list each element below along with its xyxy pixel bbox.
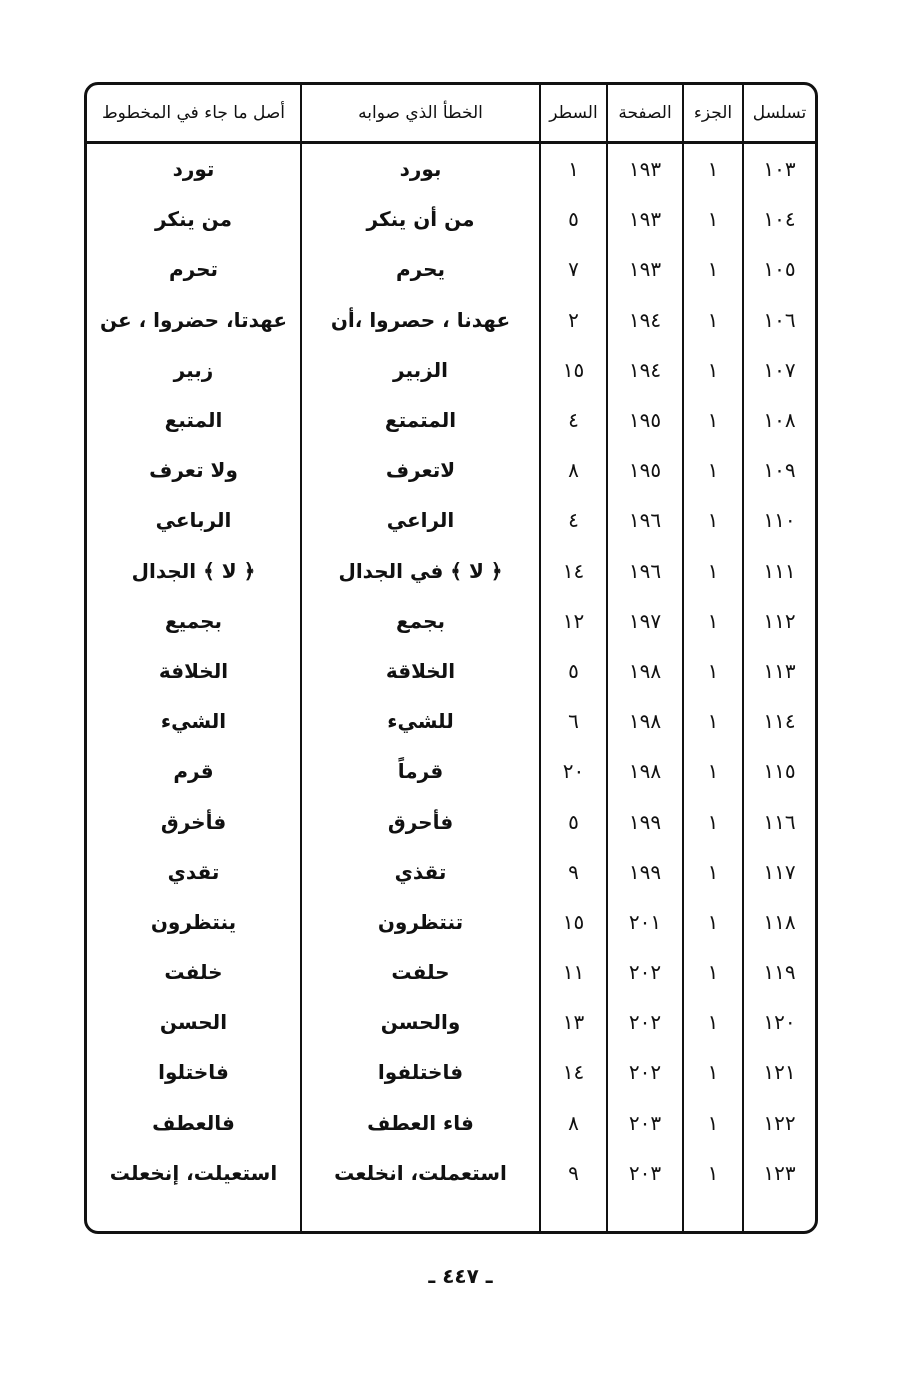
cell-serial: ١٢٣ bbox=[743, 1148, 815, 1198]
table-row bbox=[87, 997, 815, 1047]
cell-page: ١٩٨ bbox=[607, 746, 683, 796]
cell-page: ١٩٩ bbox=[607, 796, 683, 846]
header-serial: تسلسل bbox=[743, 85, 815, 143]
cell-part: ١ bbox=[683, 897, 743, 947]
table-row bbox=[87, 1148, 815, 1198]
table-header bbox=[87, 85, 815, 143]
cell-original: زبير bbox=[173, 357, 214, 382]
cell-line: ١٢ bbox=[540, 596, 607, 646]
cell-original: بجميع bbox=[164, 608, 223, 633]
cell-line: ٢ bbox=[540, 295, 607, 345]
cell-page: ١٩٩ bbox=[607, 847, 683, 897]
cell-wrong: بورد bbox=[301, 143, 540, 195]
table-row bbox=[87, 847, 815, 897]
spacer-cell bbox=[87, 1198, 301, 1234]
cell-original: عهدتا، حضروا ، عن bbox=[99, 307, 288, 332]
header-original: أصل ما جاء في المخطوط bbox=[87, 85, 301, 143]
cell-original: تورد bbox=[172, 157, 215, 182]
table-row bbox=[87, 445, 815, 495]
spacer-cell bbox=[607, 1198, 683, 1234]
cell-original: قرم bbox=[173, 759, 214, 784]
cell-line: ٥ bbox=[540, 796, 607, 846]
cell-line: ٤ bbox=[540, 495, 607, 545]
cell-page: ١٩٥ bbox=[607, 395, 683, 445]
table-spacer-row bbox=[87, 1198, 815, 1234]
spacer-cell bbox=[301, 1198, 540, 1234]
cell-page: ١٩٧ bbox=[607, 596, 683, 646]
cell-wrong: تقذي bbox=[301, 847, 540, 897]
cell-part: ١ bbox=[683, 295, 743, 345]
table-row bbox=[87, 345, 815, 395]
cell-original: من ينكر bbox=[154, 207, 233, 232]
cell-wrong: الخلاقة bbox=[301, 646, 540, 696]
cell-page: ٢٠٢ bbox=[607, 947, 683, 997]
cell-serial: ١٠٩ bbox=[743, 445, 815, 495]
errata-table-frame bbox=[84, 82, 818, 1234]
cell-page: ١٩٨ bbox=[607, 646, 683, 696]
cell-page: ١٩٦ bbox=[607, 546, 683, 596]
cell-serial: ١١٩ bbox=[743, 947, 815, 997]
cell-page: ٢٠٣ bbox=[607, 1148, 683, 1198]
spacer-cell bbox=[540, 1198, 607, 1234]
cell-serial: ١٠٨ bbox=[743, 395, 815, 445]
cell-serial: ١١٢ bbox=[743, 596, 815, 646]
header-wrong: الخطأ الذي صوابه bbox=[301, 85, 540, 143]
cell-line: ٢٠ bbox=[540, 746, 607, 796]
table-row bbox=[87, 746, 815, 796]
cell-part: ١ bbox=[683, 445, 743, 495]
cell-wrong: الزبير bbox=[301, 345, 540, 395]
cell-page: ٢٠١ bbox=[607, 897, 683, 947]
cell-line: ١٣ bbox=[540, 997, 607, 1047]
cell-line: ٦ bbox=[540, 696, 607, 746]
page-number: ـ ٤٤٧ ـ bbox=[428, 1264, 493, 1288]
cell-page: ١٩٥ bbox=[607, 445, 683, 495]
cell-original: الشيء bbox=[160, 709, 227, 734]
cell-original: فالعطف bbox=[152, 1110, 235, 1135]
cell-original: ﴿ لا ﴾ الجدال bbox=[131, 558, 256, 583]
cell-wrong: والحسن bbox=[301, 997, 540, 1047]
cell-line: ١ bbox=[540, 143, 607, 195]
cell-original: تحرم bbox=[168, 257, 219, 282]
table-row bbox=[87, 897, 815, 947]
table-row bbox=[87, 947, 815, 997]
cell-wrong: ﴿ لا ﴾ في الجدال bbox=[301, 546, 540, 596]
cell-wrong: للشيء bbox=[301, 696, 540, 746]
cell-original: فأخرق bbox=[160, 809, 227, 834]
spacer-cell bbox=[743, 1198, 815, 1234]
cell-part: ١ bbox=[683, 1047, 743, 1097]
cell-serial: ١١٤ bbox=[743, 696, 815, 746]
cell-serial: ١٠٣ bbox=[743, 143, 815, 195]
cell-original: خلفت bbox=[164, 960, 223, 985]
cell-part: ١ bbox=[683, 646, 743, 696]
cell-part: ١ bbox=[683, 696, 743, 746]
cell-serial: ١١٣ bbox=[743, 646, 815, 696]
cell-page: ٢٠٢ bbox=[607, 997, 683, 1047]
cell-wrong: فاء العطف bbox=[301, 1098, 540, 1148]
cell-page: ٢٠٣ bbox=[607, 1098, 683, 1148]
cell-part: ١ bbox=[683, 997, 743, 1047]
cell-part: ١ bbox=[683, 143, 743, 195]
cell-original: الحسن bbox=[159, 1010, 228, 1035]
cell-wrong: حلفت bbox=[301, 947, 540, 997]
cell-serial: ١٠٧ bbox=[743, 345, 815, 395]
header-part: الجزء bbox=[683, 85, 743, 143]
cell-original: ينتظرون bbox=[150, 909, 237, 934]
table-row bbox=[87, 546, 815, 596]
header-line: السطر bbox=[540, 85, 607, 143]
cell-serial: ١٠٥ bbox=[743, 244, 815, 294]
cell-line: ٩ bbox=[540, 1148, 607, 1198]
cell-wrong: تنتظرون bbox=[301, 897, 540, 947]
table-row bbox=[87, 696, 815, 746]
cell-original: الرباعي bbox=[155, 508, 232, 533]
cell-wrong: عهدنا ، حصروا ،أن bbox=[301, 295, 540, 345]
cell-serial: ١١٥ bbox=[743, 746, 815, 796]
cell-part: ١ bbox=[683, 194, 743, 244]
table-row bbox=[87, 646, 815, 696]
cell-part: ١ bbox=[683, 947, 743, 997]
cell-page: ١٩٣ bbox=[607, 244, 683, 294]
cell-wrong: قرماً bbox=[301, 746, 540, 796]
cell-serial: ١١٠ bbox=[743, 495, 815, 545]
cell-serial: ١٠٤ bbox=[743, 194, 815, 244]
table-row bbox=[87, 596, 815, 646]
cell-line: ١١ bbox=[540, 947, 607, 997]
cell-original: استعيلت، إنخعلت bbox=[109, 1160, 278, 1185]
cell-wrong: الراعي bbox=[301, 495, 540, 545]
cell-page: ١٩٤ bbox=[607, 295, 683, 345]
cell-line: ٧ bbox=[540, 244, 607, 294]
cell-part: ١ bbox=[683, 546, 743, 596]
cell-page: ١٩٣ bbox=[607, 194, 683, 244]
cell-part: ١ bbox=[683, 345, 743, 395]
cell-page: ١٩٦ bbox=[607, 495, 683, 545]
cell-wrong: المتمتع bbox=[301, 395, 540, 445]
cell-serial: ١٢١ bbox=[743, 1047, 815, 1097]
cell-page: ٢٠٢ bbox=[607, 1047, 683, 1097]
cell-wrong: لاتعرف bbox=[301, 445, 540, 495]
errata-table bbox=[87, 85, 815, 1234]
cell-line: ١٤ bbox=[540, 1047, 607, 1097]
cell-wrong: استعملت، انخلعت bbox=[301, 1148, 540, 1198]
table-row bbox=[87, 194, 815, 244]
cell-part: ١ bbox=[683, 796, 743, 846]
table-row bbox=[87, 1098, 815, 1148]
header-page: الصفحة bbox=[607, 85, 683, 143]
table-row bbox=[87, 1047, 815, 1097]
cell-page: ١٩٣ bbox=[607, 143, 683, 195]
cell-part: ١ bbox=[683, 596, 743, 646]
cell-original: ولا تعرف bbox=[149, 458, 238, 483]
cell-part: ١ bbox=[683, 244, 743, 294]
cell-part: ١ bbox=[683, 847, 743, 897]
cell-wrong: يحرم bbox=[301, 244, 540, 294]
cell-part: ١ bbox=[683, 1098, 743, 1148]
cell-wrong: فاختلفوا bbox=[301, 1047, 540, 1097]
cell-part: ١ bbox=[683, 495, 743, 545]
cell-original: الخلافة bbox=[158, 658, 229, 683]
table-row bbox=[87, 495, 815, 545]
cell-line: ٥ bbox=[540, 646, 607, 696]
table-row bbox=[87, 395, 815, 445]
cell-line: ٨ bbox=[540, 445, 607, 495]
cell-line: ٥ bbox=[540, 194, 607, 244]
cell-page: ١٩٨ bbox=[607, 696, 683, 746]
cell-original: فاختلوا bbox=[158, 1060, 229, 1085]
cell-wrong: فأحرق bbox=[301, 796, 540, 846]
cell-line: ١٥ bbox=[540, 897, 607, 947]
cell-serial: ١٢٢ bbox=[743, 1098, 815, 1148]
cell-wrong: بجمع bbox=[301, 596, 540, 646]
table-body bbox=[87, 143, 815, 1235]
cell-part: ١ bbox=[683, 746, 743, 796]
table-row bbox=[87, 295, 815, 345]
table-row bbox=[87, 143, 815, 195]
spacer-cell bbox=[683, 1198, 743, 1234]
cell-original: المتبع bbox=[164, 408, 223, 433]
cell-line: ٩ bbox=[540, 847, 607, 897]
cell-line: ٨ bbox=[540, 1098, 607, 1148]
cell-line: ١٤ bbox=[540, 546, 607, 596]
cell-line: ٤ bbox=[540, 395, 607, 445]
cell-part: ١ bbox=[683, 1148, 743, 1198]
cell-serial: ١١٦ bbox=[743, 796, 815, 846]
cell-wrong: من أن ينكر bbox=[301, 194, 540, 244]
cell-serial: ١١٧ bbox=[743, 847, 815, 897]
cell-part: ١ bbox=[683, 395, 743, 445]
table-row bbox=[87, 796, 815, 846]
table-row bbox=[87, 244, 815, 294]
cell-serial: ١٠٦ bbox=[743, 295, 815, 345]
cell-line: ١٥ bbox=[540, 345, 607, 395]
cell-serial: ١١٨ bbox=[743, 897, 815, 947]
cell-original: تقدي bbox=[167, 859, 220, 884]
cell-serial: ١١١ bbox=[743, 546, 815, 596]
cell-page: ١٩٤ bbox=[607, 345, 683, 395]
cell-serial: ١٢٠ bbox=[743, 997, 815, 1047]
